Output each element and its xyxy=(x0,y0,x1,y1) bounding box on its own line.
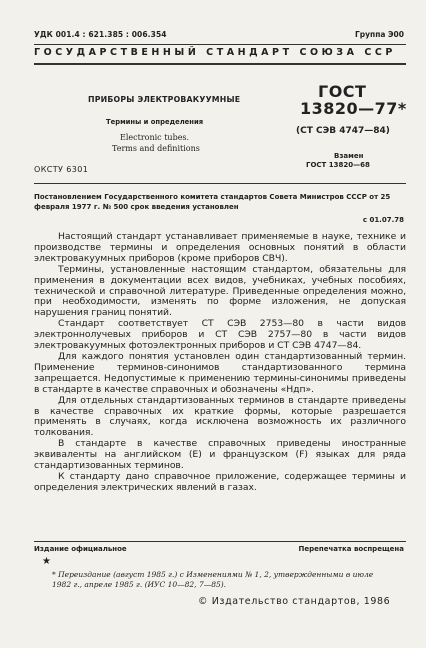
body-paragraph: В стандарте в качестве справочных приведены иностранные эквиваленты на английском (Е) и французском (F) языках для ряда стандартизованных терминов. xyxy=(34,438,406,472)
body-paragraph: К стандарту дано справочное приложение, содержащее термины и определения электрических явлений в газах. xyxy=(34,470,406,493)
standard-band-title: ГОСУДАРСТВЕННЫЙ СТАНДАРТ СОЮЗА ССР xyxy=(34,47,396,58)
decree-rule xyxy=(34,183,406,184)
footer-rule xyxy=(34,541,406,542)
replaces-label: Взамен xyxy=(334,152,364,160)
udk-code: УДК 001.4 : 621.385 : 006.354 xyxy=(34,30,167,39)
reprint-prohibited-label: Перепечатка воспрещена xyxy=(298,545,404,553)
band-rule xyxy=(34,63,406,65)
copyright-line: © Издательство стандартов, 1986 xyxy=(198,596,391,607)
top-rule xyxy=(34,44,406,45)
st-sev-reference: (СТ СЭВ 4747—84) xyxy=(296,126,390,136)
body-paragraph: Термины, установленные настоящим стандартом, обязательны для применения в документации всех видов, учебниках, учебных пособиях, технической и справочной литературе. Приведенные определения можно, при необходимости, изменять по форме изложения, не допуская нарушения границ понятий. xyxy=(34,263,406,319)
decree-effective-date: с 01.07.78 xyxy=(362,216,404,224)
document-subtitle-en: Terms and definitions xyxy=(112,144,200,153)
okstu-code: ОКСТУ 6301 xyxy=(34,165,89,174)
body-paragraph: Для каждого понятия установлен один стандартизованный термин. Применение терминов-синонимов стандартизованного термина запрещается. Недопустимые к применению термины-синонимы приведены в стандарте в качестве справочных и обозначены «Ндп». xyxy=(34,350,406,395)
document-body xyxy=(34,232,406,494)
reissue-footnote: * Переиздание (август 1985 г.) с Изменениями № 1, 2, утвержденными в июле 1982 г., апреле 1985 г. (ИУС 10—82, 7—85). xyxy=(52,570,374,589)
star-icon: ★ xyxy=(42,556,51,567)
decree-text: Постановлением Государственного комитета стандартов Совета Министров СССР от 25 февраля 1977 г. № 500 срок введения установлен xyxy=(34,193,391,211)
body-paragraph: Для отдельных стандартизованных терминов в стандарте приведены в качестве справочных их краткие формы, которые разрешается применять в случаях, когда исключена возможность их различного толкования. xyxy=(34,394,406,439)
document-subtitle-ru: Термины и определения xyxy=(106,118,204,126)
replaces-value: ГОСТ 13820—68 xyxy=(306,161,370,169)
official-edition-label: Издание официальное xyxy=(34,545,127,553)
document-title-en: Electronic tubes. xyxy=(120,133,190,142)
body-paragraph: Стандарт соответствует СТ СЭВ 2753—80 в части видов электроннолучевых приборов и СТ СЭВ 2757—80 в части видов электровакуумных фотоэлектронных приборов и СТ СЭВ 4747—84. xyxy=(34,318,406,352)
body-paragraph: Настоящий стандарт устанавливает применяемые в науке, технике и производстве термины и определения основных понятий в области электровакуумных приборов (кроме приборов СВЧ). xyxy=(34,231,406,264)
group-code: Группа Э00 xyxy=(354,30,404,39)
document-title-ru: ПРИБОРЫ ЭЛЕКТРОВАКУУМНЫЕ xyxy=(88,95,241,104)
gost-label: ГОСТ xyxy=(318,82,367,101)
gost-number: 13820—77* xyxy=(300,99,407,118)
